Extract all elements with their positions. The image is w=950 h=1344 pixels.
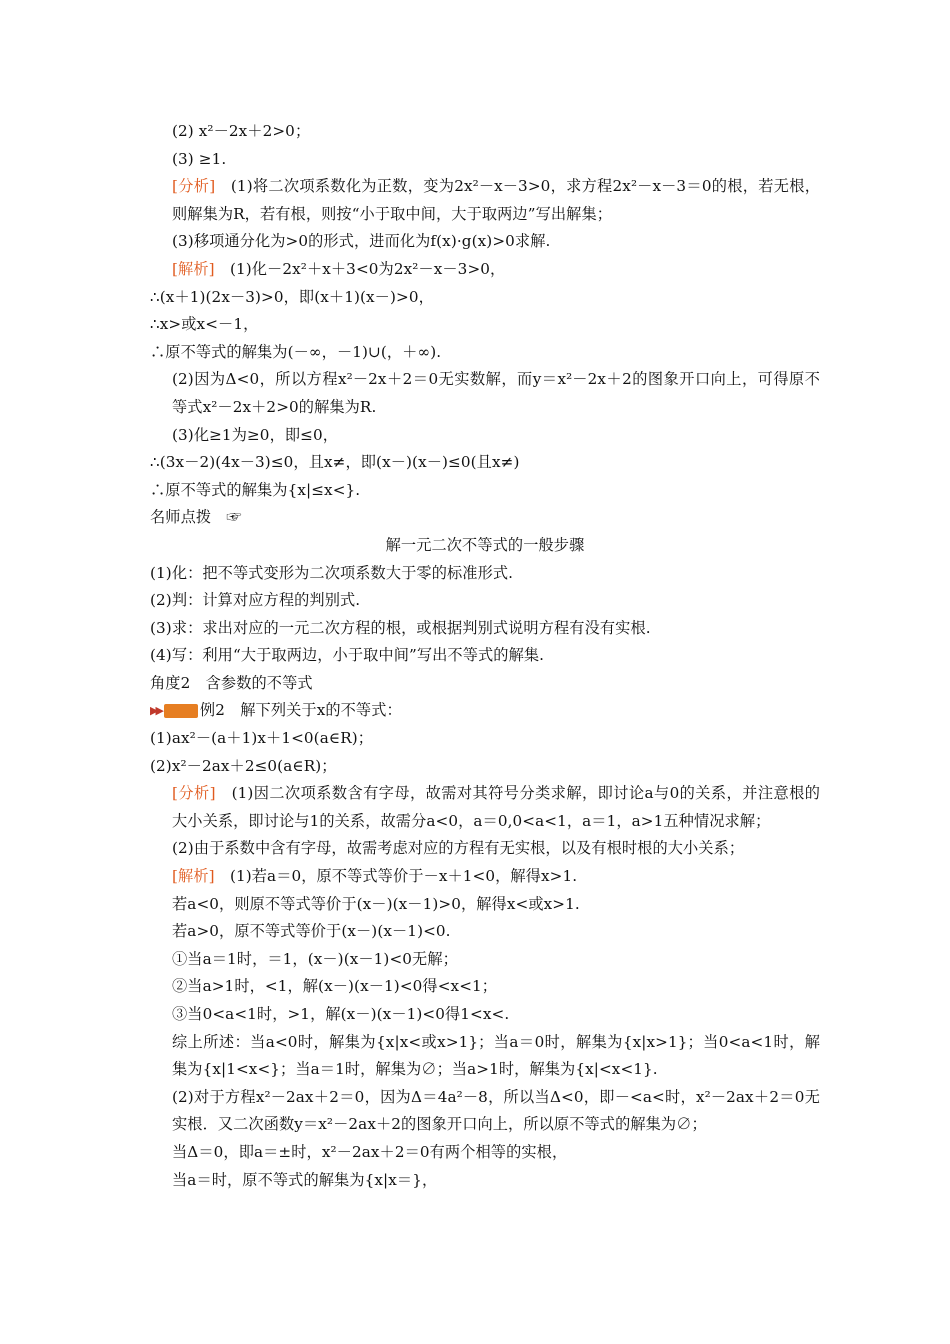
analysis-paragraph-1: [分析] (1)将二次项系数化为正数，变为2x²－x－3>0，求方程2x²－x－3＝0的根，若无根，则解集为R，若有根，则按“小于取中间，大于取两边”写出解集； xyxy=(172,177,820,223)
tips-step-4: (4)写：利用“大于取两边，小于取中间”写出不等式的解集. xyxy=(150,646,545,665)
analysis-tag: [分析] xyxy=(172,177,216,196)
solution-tag: [解析] xyxy=(172,259,215,278)
example-2-solution-9: 当a＝时，原不等式的解集为{x|x＝}， xyxy=(172,1170,438,1189)
example-2-solution-5: ②当a>1时，<1，解(x－)(x－1)<0得<x<1； xyxy=(172,977,498,996)
analysis-tag: [分析] xyxy=(172,784,216,803)
example-2-analysis-1: [分析] (1)因二次项系数含有字母，故需对其符号分类求解，即讨论a与0的关系，并注意根的大小关系，即讨论与1的关系，故需分a<0，a＝0,0<a<1，a＝1，a>1五种情况求解； xyxy=(172,784,820,830)
example-badge-icon xyxy=(164,704,198,718)
example-2-heading: ▶▶ 例2 解下列关于x的不等式： xyxy=(150,697,820,725)
example-2-analysis-2: (2)由于系数中含有字母，故需考虑对应的方程有无实根，以及有根时根的大小关系； xyxy=(172,839,745,858)
analysis-paragraph-2: (3)移项通分化为>0的形式，进而化为f(x)·g(x)>0求解. xyxy=(172,232,551,251)
tips-step-3: (3)求：求出对应的一元二次方程的根，或根据判别式说明方程有没有实根. xyxy=(150,618,651,637)
example-2-solution-3: 若a>0，原不等式等价于(x－)(x－1)<0. xyxy=(172,922,451,941)
example-2-summary: 综上所述：当a<0时，解集为{x|x<或x>1}；当a＝0时，解集为{x|x>1}；当0<a<1时，解集为{x|1<x<}；当a＝1时，解集为∅；当a>1时，解集为{x|<x<1}. xyxy=(172,1032,820,1079)
solution-line-3: ∴x>或x<－1， xyxy=(150,315,259,334)
tips-heading: 名师点拨 ☞ xyxy=(150,508,242,527)
tips-step-2: (2)判：计算对应方程的判别式. xyxy=(150,591,361,610)
example-2-item-2: (2)x²－2ax＋2≤0(a∈R)； xyxy=(150,756,337,775)
solution-line-7: ∴(3x－2)(4x－3)≤0，且x≠，即(x－)(x－)≤0(且x≠) xyxy=(150,453,520,472)
example-2-solution-7: (2)对于方程x²－2ax＋2＝0，因为Δ＝4a²－8，所以当Δ<0，即－<a<时，x²－2ax＋2＝0无实根．又二次函数y＝x²－2ax＋2的图象开口向上，所以原不等式的解集为∅； xyxy=(172,1087,820,1134)
solution-tag: [解析] xyxy=(172,867,215,886)
problem-item-3: (3) ≥1. xyxy=(172,149,227,168)
solution-line-6: (3)化≥1为≥0，即≤0， xyxy=(172,425,339,444)
example-2-solution-4: ①当a＝1时，＝1，(x－)(x－1)<0无解； xyxy=(172,949,458,968)
document-body xyxy=(150,118,820,1194)
solution-line-8: ∴原不等式的解集为{x|≤x<}. xyxy=(150,480,361,499)
example-2-solution-8: 当Δ＝0，即a＝±时，x²－2ax＋2＝0有两个相等的实根， xyxy=(172,1142,568,1161)
section-heading: 角度2 含参数的不等式 xyxy=(150,673,313,692)
example-2-solution-6: ③当0<a<1时，>1，解(x－)(x－1)<0得1<x<. xyxy=(172,1005,510,1023)
double-arrow-icon: ▶▶ xyxy=(150,704,161,718)
example-2-solution-1: [解析] (1)若a＝0，原不等式等价于－x＋1<0，解得x>1. xyxy=(172,867,578,886)
solution-line-2: ∴(x＋1)(2x－3)>0，即(x＋1)(x－)>0， xyxy=(150,287,434,306)
solution-line-1: [解析] (1)化－2x²＋x＋3<0为2x²－x－3>0， xyxy=(172,259,506,278)
tips-title: 解一元二次不等式的一般步骤 xyxy=(385,535,585,554)
tips-step-1: (1)化：把不等式变形为二次项系数大于零的标准形式. xyxy=(150,563,514,582)
solution-line-4: ∴原不等式的解集为(－∞，－1)∪(，＋∞). xyxy=(150,342,442,361)
example-2-item-1: (1)ax²－(a＋1)x＋1<0(a∈R)； xyxy=(150,729,374,748)
problem-item-2: (2) x²－2x＋2>0； xyxy=(172,122,311,140)
solution-line-5: (2)因为Δ<0，所以方程x²－2x＋2＝0无实数解，而y＝x²－2x＋2的图象开口向上，可得原不等式x²－2x＋2>0的解集为R. xyxy=(172,370,820,416)
example-2-solution-2: 若a<0，则原不等式等价于(x－)(x－1)>0，解得x<或x>1. xyxy=(172,894,580,913)
